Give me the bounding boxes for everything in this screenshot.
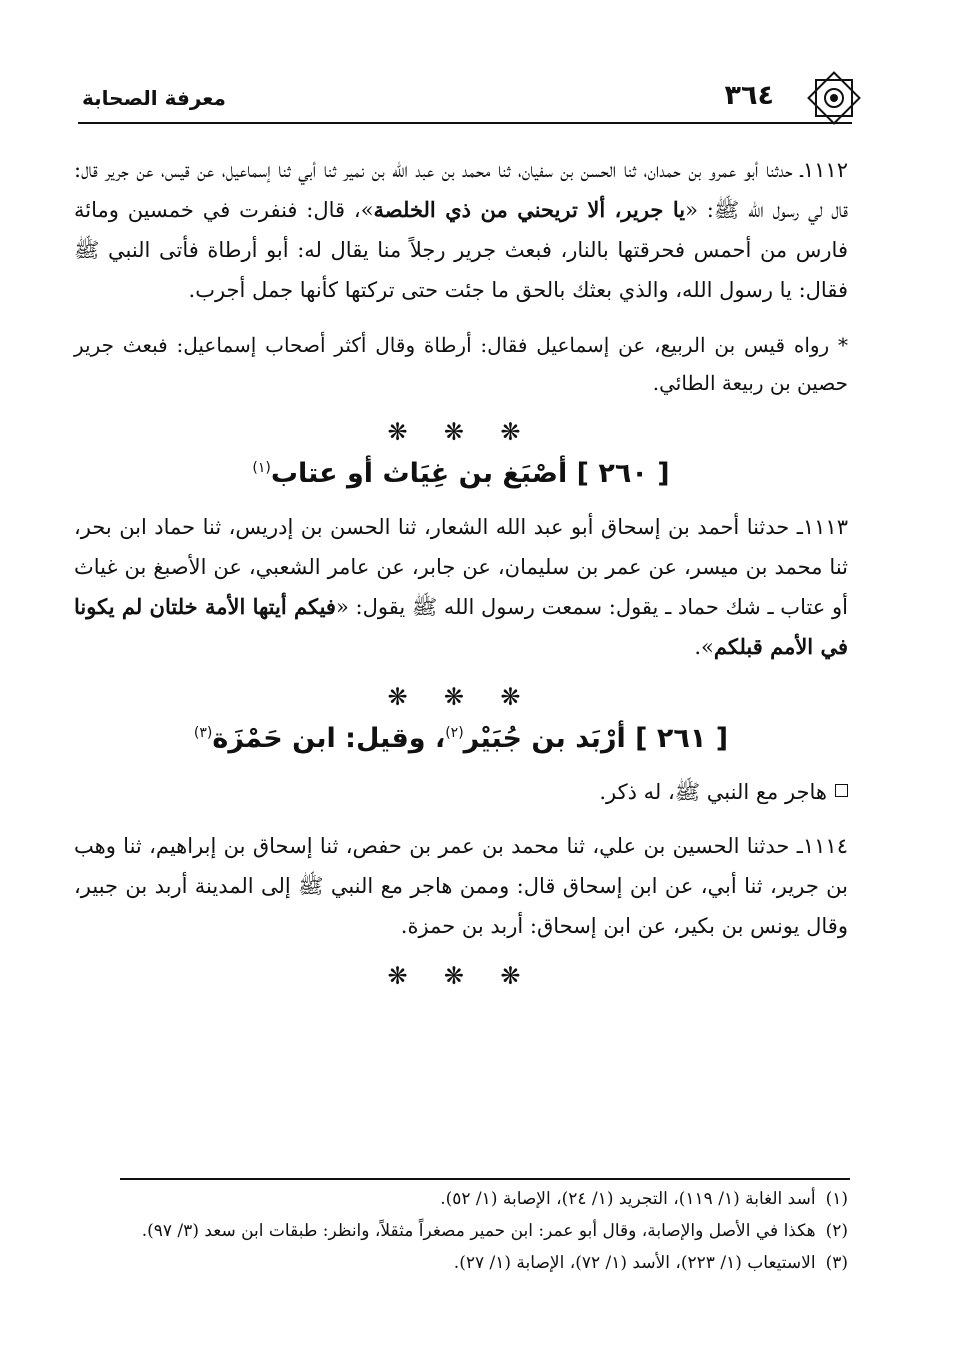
hadith-number: ١١١٢ [802,158,848,182]
entry-heading-261 [74,723,848,754]
hadith-number: ١١١٣ [802,515,848,539]
section-separator: ❋ ❋ ❋ [387,962,535,990]
octagonal-star-ornament-icon [804,68,864,128]
entry-title: [ ٢٦١ ] أرْبَد بن جُبَيْر [463,723,729,754]
footnote-divider [120,1178,850,1180]
hadith-text: »، قال: فنفرت في خمسين ومائة فارس من أحمس فحرقتها بالنار، فبعث جرير رجلاً منا يقال له: أبو أرطاة فأتى النبي ﷺ فقال: يا رسول الله، والذي بعثك بالحق ما جئت حتى تركتها كأنها جمل أجرب. [74,198,848,302]
footnote-number: (٣) [825,1253,848,1273]
footnote [74,1250,848,1276]
hadith-quote: فيكم أيتها الأمة خلتان لم يكونا في الأمم قبلكم [74,594,848,659]
narration-note: * رواه قيس بن الربيع، عن إسماعيل فقال: أرطاة وقال أكثر أصحاب إسماعيل: فبعث جرير حصين بن ربيعة الطائي. [74,333,848,395]
footnote-ref: (٣) [193,725,213,741]
entry-note-text: هاجر مع النبي ﷺ، له ذكر. [599,780,827,804]
hadith-number: ١١١٤ [802,834,848,858]
footnote-ref: (٢) [445,725,464,741]
page-number: ٣٦٤ [724,80,774,111]
hadith-text: ». [694,635,714,659]
hadith-1113 [74,507,848,667]
footnote [74,1218,848,1244]
hadith-1114 [74,826,848,946]
footnotes [74,1186,848,1282]
entry-title-alt: ، وقيل: ابن حَمْزَة [212,723,446,754]
footnote-ref: (١) [252,460,271,476]
square-bullet-icon [835,784,848,797]
entry-title: [ ٢٦٠ ] أصْبَغ بن غِيَاث أو عتاب [270,458,670,489]
footnote-number: (٢) [825,1221,848,1241]
entry-heading-260 [74,458,848,489]
section-separator: ❋ ❋ ❋ [387,683,535,711]
footnote-text: أسد الغابة (١/ ١١٩)، التجريد (١/ ٢٤)، الإصابة (١/ ٥٢). [440,1189,816,1209]
book-title: معرفة الصحابة [82,86,226,110]
hadith-1112 [74,150,848,310]
hadith-quote: يا جرير، ألا تريحني من ذي الخلصة [373,197,686,222]
hadith-text: ـ حدثنا أحمد بن إسحاق أبو عبد الله الشعار، ثنا الحسن بن إدريس، ثنا حماد ابن بحر، ثنا محمد بن ميسر، عن عمر بن سليمان، عن جابر، عن عامر الشعبي، عن الأصبغ بن غياث أو عتاب ـ شك حماد ـ يقول: سمعت رسول الله ﷺ يقول: « [74,515,849,619]
running-header [78,78,852,124]
footnote-number: (١) [825,1189,848,1209]
page-body [74,150,848,998]
footnote-text: الاستيعاب (١/ ٢٢٣)، الأسد (١/ ٧٢)، الإصابة (١/ ٢٧). [453,1253,816,1273]
hadith-text: ـ حدثنا أبو عمرو بن حمدان، ثنا الحسن بن سفيان، ثنا محمد بن عبد الله بن نمير ثنا أبي ثنا إسماعيل، عن قيس، عن جرير قال: قال لي رسول الله ﷺ: « [74,158,849,222]
entry-note [74,772,848,812]
footnote-text: هكذا في الأصل والإصابة، وقال أبو عمر: ابن حمير مصغراً مثقلاً، وانظر: طبقات ابن سعد (٣/ ٩٧). [141,1221,816,1241]
hadith-text: ـ حدثنا الحسين بن علي، ثنا محمد بن عمر بن حفص، ثنا إسحاق بن إبراهيم، ثنا وهب بن جرير، ثنا أبي، عن ابن إسحاق قال: وممن هاجر مع النبي ﷺ إلى المدينة أربد بن جبير، وقال يونس بن بكير، عن ابن إسحاق: أربد بن حمزة. [74,834,848,938]
footnote [74,1186,848,1212]
section-separator: ❋ ❋ ❋ [387,418,535,446]
